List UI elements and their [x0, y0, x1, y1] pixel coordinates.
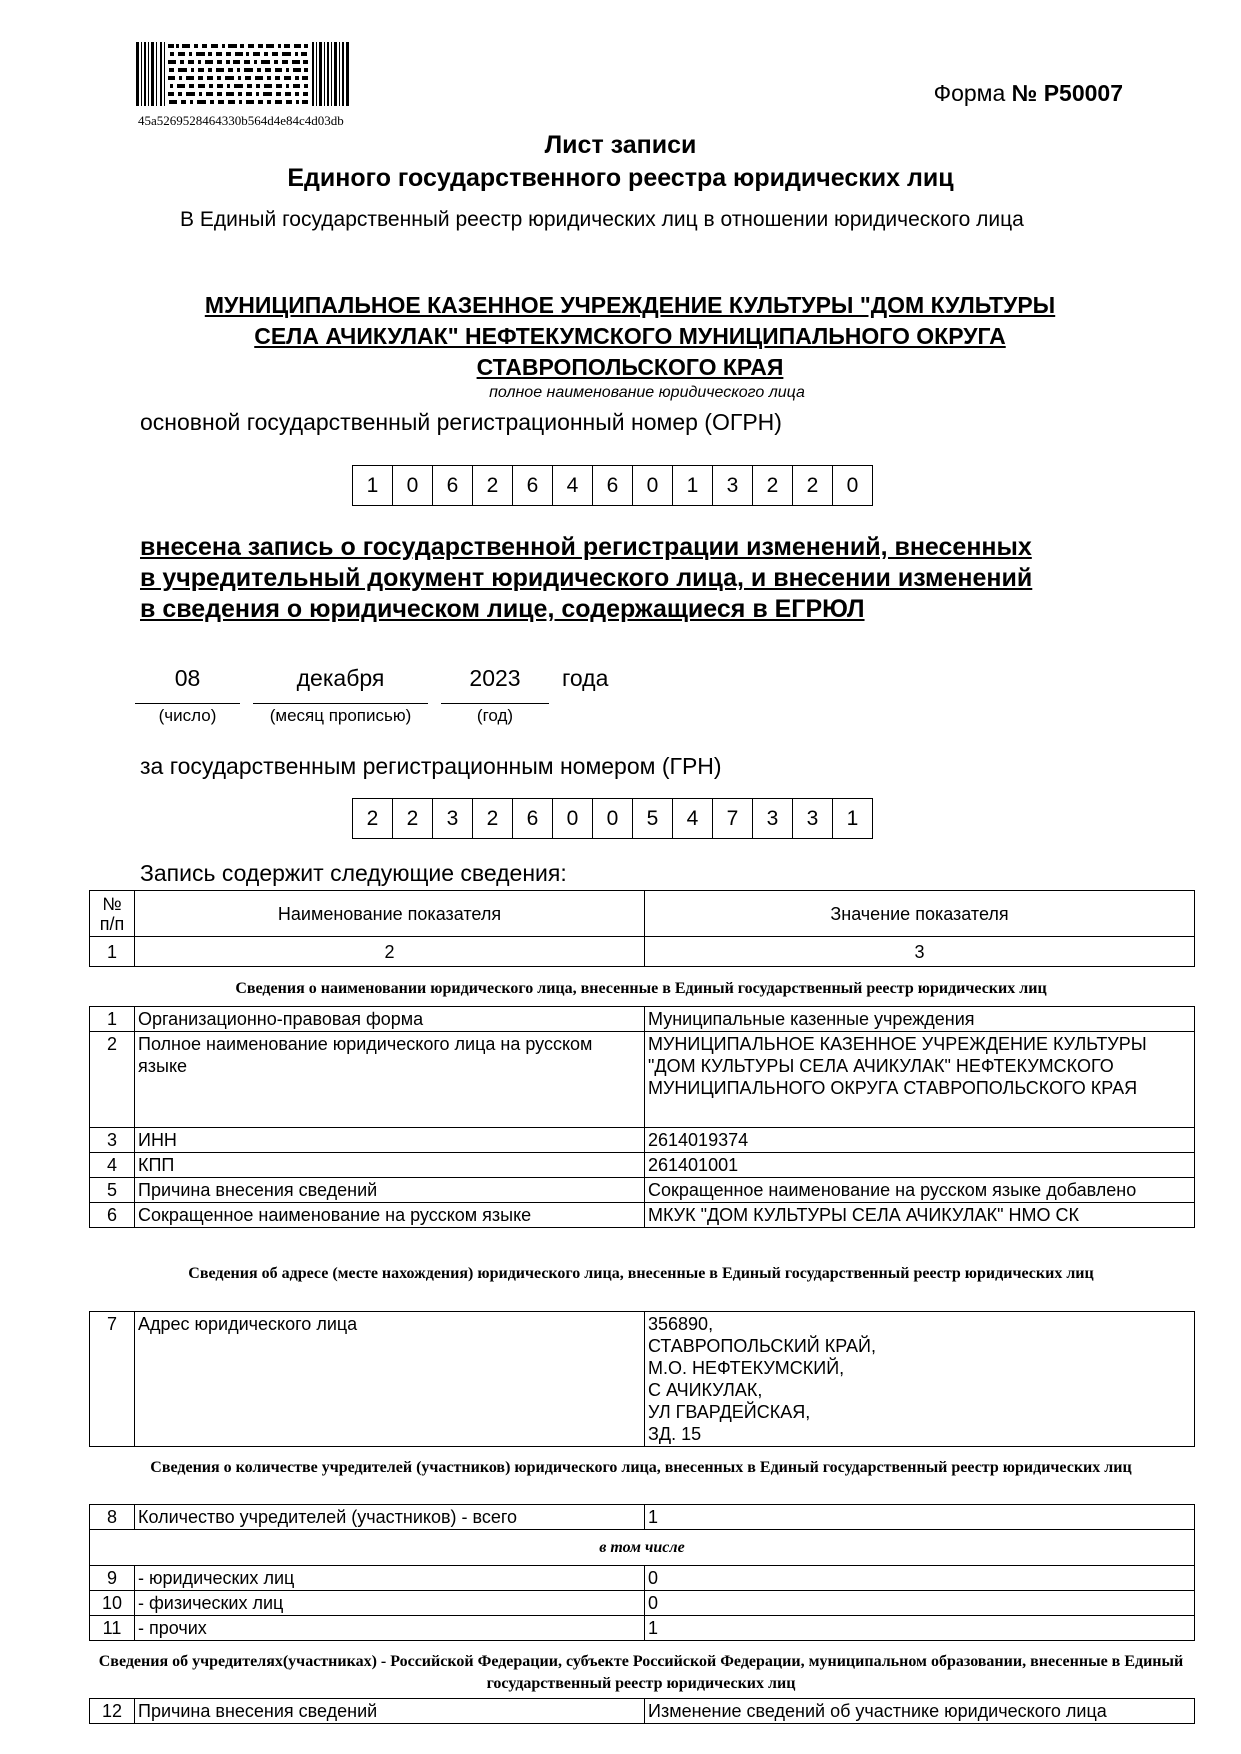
grn-digits — [352, 798, 873, 839]
ogrn-digit: 4 — [553, 466, 593, 505]
row-number: 10 — [90, 1591, 135, 1616]
ogrn-label: основной государственный регистрационный номер (ОГРН) — [140, 409, 782, 435]
col-number-3: 3 — [645, 937, 1195, 967]
entity-name-line3: СТАВРОПОЛЬСКОГО КРАЯ — [476, 354, 784, 380]
row-value: 1 — [645, 1616, 1195, 1641]
form-prefix: Форма — [933, 80, 1006, 106]
table-row — [90, 1591, 1195, 1616]
table-row — [90, 1128, 1195, 1153]
names-table — [89, 1006, 1195, 1228]
row-number: 6 — [90, 1203, 135, 1228]
ogrn-digits — [352, 465, 873, 506]
row-name: - прочих — [135, 1616, 645, 1641]
row-value: МУНИЦИПАЛЬНОЕ КАЗЕННОЕ УЧРЕЖДЕНИЕ КУЛЬТУРЫ "ДОМ КУЛЬТУРЫ СЕЛА АЧИКУЛАК" НЕФТЕКУМСКОГО МУНИЦИПАЛЬНОГО ОКРУГА СТАВРОПОЛЬСКОГО КРАЯ — [645, 1032, 1195, 1128]
grn-digit: 3 — [793, 799, 833, 838]
address-table — [89, 1311, 1195, 1447]
row-name: КПП — [135, 1153, 645, 1178]
table-row — [90, 1312, 1195, 1447]
contents-label: Запись содержит следующие сведения: — [140, 860, 567, 886]
row-number: 11 — [90, 1616, 135, 1641]
date-day: 08 — [174, 665, 201, 691]
grn-digit: 1 — [846, 806, 859, 830]
row-name: Причина внесения сведений — [135, 1699, 645, 1724]
grn-digit: 7 — [713, 799, 753, 838]
entity-name-line1: МУНИЦИПАЛЬНОЕ КАЗЕННОЕ УЧРЕЖДЕНИЕ КУЛЬТУРЫ "ДОМ КУЛЬТУРЫ — [204, 292, 1056, 318]
record-description — [140, 532, 1140, 625]
date-day-line — [135, 703, 240, 704]
entity-name-caption: полное наименование юридического лица — [489, 384, 805, 401]
row-number: 7 — [90, 1312, 135, 1447]
grn-digit: 2 — [473, 799, 513, 838]
entity-name-line2: СЕЛА АЧИКУЛАК" НЕФТЕКУМСКОГО МУНИЦИПАЛЬНОГО ОКРУГА — [254, 323, 1006, 349]
including-label: в том числе — [90, 1530, 1195, 1566]
address-line: С АЧИКУЛАК, — [648, 1380, 763, 1400]
row-value: 1 — [645, 1505, 1195, 1530]
entity-full-name — [140, 290, 1120, 383]
grn-digit: 2 — [393, 799, 433, 838]
grn-digit: 3 — [753, 799, 793, 838]
ogrn-digit: 6 — [433, 466, 473, 505]
row-value: 0 — [645, 1566, 1195, 1591]
date-month-caption: (месяц прописью) — [269, 706, 412, 725]
table-row — [90, 1153, 1195, 1178]
row-name: - юридических лиц — [135, 1566, 645, 1591]
address-line: 356890, — [648, 1314, 714, 1334]
ogrn-digit: 0 — [393, 466, 433, 505]
row-number: 2 — [90, 1032, 135, 1128]
row-value: МКУК "ДОМ КУЛЬТУРЫ СЕЛА АЧИКУЛАК" НМО СК — [645, 1203, 1195, 1228]
row-number: 3 — [90, 1128, 135, 1153]
table-row — [90, 1178, 1195, 1203]
founders-rf-table — [89, 1698, 1195, 1724]
grn-digit: 5 — [633, 799, 673, 838]
row-number: 4 — [90, 1153, 135, 1178]
address-value — [645, 1312, 1195, 1447]
table-row — [90, 1505, 1195, 1530]
record-line3: в сведения о юридическом лице, содержащиеся в ЕГРЮЛ — [140, 595, 865, 623]
row-value: 261401001 — [645, 1153, 1195, 1178]
ogrn-digit: 6 — [513, 466, 553, 505]
head-value: Значение показателя — [645, 891, 1195, 937]
row-name: ИНН — [135, 1128, 645, 1153]
address-line: М.О. НЕФТЕКУМСКИЙ, — [648, 1358, 845, 1378]
grn-digit: 0 — [593, 799, 633, 838]
barcode-image — [136, 42, 350, 106]
section-names-heading: Сведения о наименовании юридического лица, внесенные в Единый государственный реестр юридических лиц — [235, 980, 1047, 997]
ogrn-digit: 1 — [353, 466, 393, 505]
row-name: Полное наименование юридического лица на русском языке — [135, 1032, 645, 1128]
row-number: 9 — [90, 1566, 135, 1591]
ogrn-digit: 2 — [753, 466, 793, 505]
section-founders-count-heading: Сведения о количестве учредителей (участников) юридического лица, внесенных в Единый государственный реестр юридических лиц — [150, 1459, 1132, 1476]
head-name: Наименование показателя — [135, 891, 645, 937]
grn-digit: 0 — [553, 799, 593, 838]
grn-digit: 4 — [673, 799, 713, 838]
table-row — [90, 1699, 1195, 1724]
col-number-2: 2 — [135, 937, 645, 967]
header-table — [89, 890, 1195, 967]
row-number: 8 — [90, 1505, 135, 1530]
col-number-1: 1 — [90, 937, 135, 967]
row-value: 2614019374 — [645, 1128, 1195, 1153]
ogrn-digit: 1 — [673, 466, 713, 505]
section-address-heading: Сведения об адресе (месте нахождения) юридического лица, внесенные в Единый государственный реестр юридических лиц — [188, 1265, 1094, 1282]
row-name: Количество учредителей (участников) - всего — [135, 1505, 645, 1530]
table-row — [90, 1007, 1195, 1032]
record-line1: внесена запись о государственной регистрации изменений, внесенных — [140, 533, 1032, 561]
row-value: 0 — [645, 1591, 1195, 1616]
grn-digit: 2 — [353, 799, 393, 838]
date-year-line — [441, 703, 549, 704]
form-number-label — [934, 80, 1123, 107]
table-row — [90, 1530, 1195, 1566]
date-suffix: года — [562, 665, 609, 691]
ogrn-digit: 3 — [713, 466, 753, 505]
section-founders-rf-heading: Сведения об учредителях(участниках) - Российской Федерации, субъекте Российской Федерации, муниципальном образовании, внесенные в Единый государственный реестр юридических лиц — [98, 1653, 1184, 1692]
row-value: Сокращенное наименование на русском языке добавлено — [645, 1178, 1195, 1203]
date-year-caption: (год) — [476, 706, 514, 725]
barcode-text: 45a5269528464330b564d4e84c4d03db — [138, 113, 344, 128]
grn-digit: 6 — [513, 799, 553, 838]
address-line: УЛ ГВАРДЕЙСКАЯ, — [648, 1402, 811, 1422]
head-num: № п/п — [90, 891, 135, 937]
ogrn-digit: 0 — [633, 466, 673, 505]
date-month: декабря — [296, 665, 385, 691]
row-name: Сокращенное наименование на русском языке — [135, 1203, 645, 1228]
table-row — [90, 1203, 1195, 1228]
date-day-caption: (число) — [158, 706, 217, 725]
ogrn-digit: 2 — [473, 466, 513, 505]
address-line: СТАВРОПОЛЬСКИЙ КРАЙ, — [648, 1336, 876, 1356]
row-name: - физических лиц — [135, 1591, 645, 1616]
form-number: № Р50007 — [1011, 80, 1123, 106]
table-row — [90, 1032, 1195, 1128]
intro-text: В Единый государственный реестр юридических лиц в отношении юридического лица — [180, 208, 1024, 231]
row-number: 1 — [90, 1007, 135, 1032]
table-row — [90, 1566, 1195, 1591]
ogrn-digit: 2 — [793, 466, 833, 505]
row-name: Причина внесения сведений — [135, 1178, 645, 1203]
row-value: Изменение сведений об участнике юридического лица — [645, 1699, 1195, 1724]
row-number: 12 — [90, 1699, 135, 1724]
table-row — [90, 1616, 1195, 1641]
date-month-line — [253, 703, 428, 704]
address-line: ЗД. 15 — [648, 1424, 702, 1444]
date-year: 2023 — [469, 665, 521, 691]
page-title-line1: Лист записи — [544, 131, 697, 159]
ogrn-digit: 6 — [593, 466, 633, 505]
row-name: Адрес юридического лица — [135, 1312, 645, 1447]
row-number: 5 — [90, 1178, 135, 1203]
row-name: Организационно-правовая форма — [135, 1007, 645, 1032]
founders-count-table — [89, 1504, 1195, 1641]
grn-label: за государственным регистрационным номером (ГРН) — [140, 753, 722, 779]
ogrn-digit: 0 — [846, 473, 859, 497]
row-value: Муниципальные казенные учреждения — [645, 1007, 1195, 1032]
grn-digit: 3 — [433, 799, 473, 838]
record-line2: в учредительный документ юридического лица, и внесении изменений — [140, 564, 1033, 592]
page-title-line2: Единого государственного реестра юридических лиц — [287, 164, 954, 192]
